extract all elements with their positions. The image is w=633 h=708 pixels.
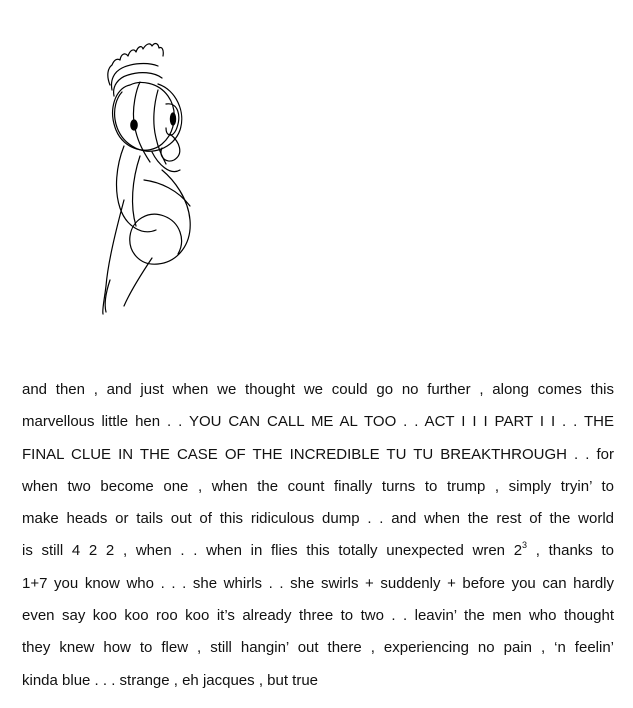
poem-line-6-before: is still 4 2 2 , when . . when in flies this totally unexpected wren 2 <box>22 542 523 560</box>
hen-sketch-icon <box>70 30 230 320</box>
poem-line-5: make heads or tails out of this ridiculous dump . . and when the rest of the world <box>22 510 614 528</box>
poem-line-6-after: , thanks to <box>527 542 614 560</box>
poem-line-6 <box>22 535 614 567</box>
poem-line-1: and then , and just when we thought we could go no further , along comes this <box>22 381 614 398</box>
poem-line-10: kinda blue . . . strange , eh jacques , but true <box>22 671 319 689</box>
hen-sketch-illustration <box>70 30 230 320</box>
poem-line-4: when two become one , when the count finally turns to trump , simply tryin’ to <box>22 477 614 495</box>
poem-line-9: they knew how to flew , still hangin’ out there , experiencing no pain , ‘n feelin’ <box>22 639 614 657</box>
poem-line-8: even say koo koo roo koo it’s already three to two . . leavin’ the men who thought <box>22 607 614 625</box>
poem-line-7: 1+7 you know who . . . she whirls . . she swirls + suddenly + before you can hardly <box>22 574 614 592</box>
poem-line-3: FINAL CLUE IN THE CASE OF THE INCREDIBLE TU TU BREAKTHROUGH . . for <box>22 445 614 463</box>
poem-text-block <box>22 374 614 697</box>
poem-line-6-superscript: 3 <box>522 540 528 551</box>
poem-line-2: marvellous little hen . . YOU CAN CALL ME AL TOO . . ACT I I I PART I I . . THE <box>22 413 614 431</box>
